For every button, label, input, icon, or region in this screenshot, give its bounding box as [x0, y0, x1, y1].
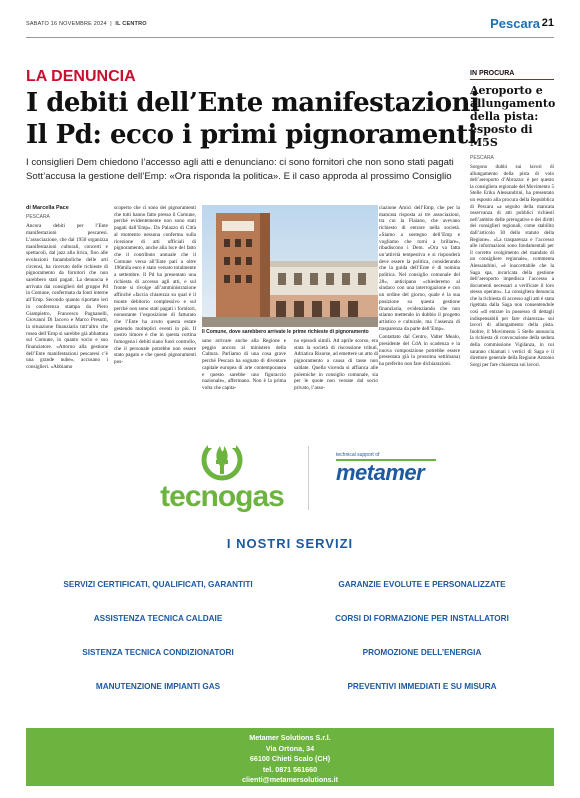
service-item: PREVENTIVI IMMEDIATI E SU MISURA — [347, 682, 497, 691]
support-label: technical support of — [336, 452, 380, 458]
services-title: I NOSTRI SERVIZI — [226, 536, 354, 551]
sidebar-label: IN PROCURA — [470, 70, 554, 80]
article-column-2: scoperto che ci sono dei pignoramenti che tutti hanno fatto presso il Comune, perché evidentemente non sono stati pagati dall’Emp». Da Palazzo di Città al momento nessuna conferma sulla ricezione di atti ufficiali di pignoramento, anche alla luce del fatto che il contributo annuale che il Comune versa all’Ente pari a oltre 196mila euro è stato versato totalmente a settembre. Il Pd ha presentato una richiesta di accesso agli atti, e sul fronte si rivolge all’amministrazione affinché «faccia chiarezza su qual è il monte debitorio complessivo e sul perché non sono stati pagati i fornitori, nonostante l’esposizione di fatturato che l’Ente ha avuto questa estate gestendo molteplici eventi in più. Il nostro timore è che in questa cortina fumogena i debiti siano fuori controllo, che il personale potrebbe non essere stato pagato e che questi pignoramenti pos- — [114, 205, 196, 366]
headline-line-1: I debiti dell’Ente manifestazioni — [26, 88, 480, 118]
service-item: CORSI DI FORMAZIONE PER INSTALLATORI — [335, 614, 509, 623]
column-6-text: Contattato dal Centro, Valter Mealo, presidente del CdA in scadenza e la nuova composizione potrebbe essere presentata già la prossima settimana) ha preferito non fare dichiarazioni. — [379, 334, 460, 368]
company-phone: tel. 0871 561660 — [262, 764, 318, 774]
article-column-4: no episodi simili. Ad aprile scorso, era stata la società di riscossione tributi, Adriatica Risorse, ad emettere un atto di pignoramento a causa di tasse non saldate. Quella vicenda si affianca alle polemiche in consiglio comunale, sia per le quote non versate dal socio privato, l’asso- — [294, 338, 378, 391]
city-hall-photo — [202, 205, 378, 327]
photo-caption: Il Comune, dove sarebbero arrivate le prime richieste di pignoramento — [202, 329, 369, 335]
sidebar-location: PESCARA — [470, 155, 494, 161]
column-1-text: Ancora debiti per l’Ente manifestazioni pescaresi. L’associazione, che dal 1950 organizza manifestazioni culturali, concerti e spettacoli, dal jazz alla lirica, fino alle evoluzioni funamboliche delle arti circensi, ha ricevuto delle richieste di pignoramento da fornitori che non sarebbero stati pagati. La denuncia è arrivata dai consiglieri del gruppo Pd in Comune, confermata da fonti interne all’Emp. Secondo quanto riportato ieri in conferenza stampa da Piero Giampietro, Francesco Pagnanelli, Giovanni Di Iacovo e Marco Presutti, la situazione finanziaria tutt’altro che rosea dell’Emp si sarebbe già abbattuta sul Comune, in quanto socio e suo finanziatore. «Attorno alla gestione dell’Ente manifestazioni pescaresi c’è una grande nube», accusano i consiglieri. «Abbiamo — [26, 223, 108, 371]
article-column-1 — [26, 205, 108, 371]
logo-divider — [308, 446, 309, 510]
company-name: Metamer Solutions S.r.l. — [249, 733, 331, 742]
service-item: SERVIZI CERTIFICATI, QUALIFICATI, GARANTITI — [63, 580, 253, 589]
company-city: 66100 Chieti Scalo (CH) — [249, 754, 331, 763]
article-body — [26, 205, 460, 391]
service-item: ASSISTENZA TECNICA CALDAIE — [93, 614, 223, 623]
article-kicker: LA DENUNCIA — [26, 68, 136, 85]
column-5-text: ciazione Amici dell’Emp, che per la mancata risposta ai tre associazioni, tra cui la Flaiano, che avevano richiesto di entrare nella società. «Siamo a sostegno dell’Emp e vogliamo che torni a brillare», ribadiscono i Dem. «Ora va fatta un’attività tempestiva e si risponderà deve essere la politica, considerando che la guida dell’Ente è di nomina politica. Nel consiglio comunale del 28», anticipano «chiederemo al sindaco con una interrogazione e con un ordine del giorno, quale è la sua posizione su questa gestione finanziaria, evidenziando che non stiamo mettendo in dubbio il progetto artistico e culturale, ma l’assenza di trasparenza da parte dell’Emp». — [379, 205, 460, 332]
advertisement — [26, 432, 554, 788]
ad-contact-footer — [26, 728, 554, 786]
page-header — [26, 12, 554, 38]
tecnogas-logo — [142, 440, 302, 520]
ad-logos — [26, 432, 554, 536]
service-item: GARANZIE EVOLUTE E PERSONALIZZATE — [338, 580, 506, 589]
page-number: 21 — [541, 17, 554, 29]
sidebar-article — [470, 70, 554, 369]
brand-name: tecnogas — [160, 480, 284, 513]
issue-date: SABATO 16 NOVEMBRE 2024 — [26, 21, 107, 27]
byline: di Marcella Pace — [26, 205, 69, 211]
below-photo-columns — [202, 338, 378, 391]
service-item: PROMOZIONE DELL’ENERGIA — [362, 648, 482, 657]
dateline: SABATO 16 NOVEMBRE 2024 | IL CENTRO — [26, 21, 147, 27]
subhead-line-2: Sott’accusa la gestione dell’Emp: «Ora risponda la politica». E il caso approda al prossimo Consiglio — [26, 171, 452, 182]
flame-icon — [142, 440, 302, 482]
company-address: Via Ortona, 34 — [265, 743, 315, 753]
subhead-line-1: I consiglieri Dem chiedono l’accesso agli atti e denunciano: ci sono fornitori che non sono stati pagati — [26, 157, 454, 168]
partner-name: metamer — [336, 460, 425, 485]
headline-line-2: Il Pd: ecco i primi pignoramenti — [26, 120, 478, 150]
sidebar-title: Aeroporto e allungamento della pista: esposto di M5S — [470, 84, 556, 149]
city-hall-illustration — [202, 205, 378, 327]
service-item: MANUTENZIONE IMPIANTI GAS — [95, 682, 221, 691]
paper-name: IL CENTRO — [115, 21, 147, 27]
article-header — [26, 68, 480, 183]
company-email[interactable]: clienti@metamersolutions.it — [241, 775, 339, 784]
service-item: SISTENZA TECNICA CONDIZIONATORI — [82, 648, 234, 657]
section-city: Pescara — [490, 16, 540, 31]
article-column-3: sano arrivare anche alla Regione e peggio ancora al ministero della Cultura. Parliamo di una cosa grave perché Pescara ha sognato di diventare capitale europea di arte contemporanea e questo sarebbe uno figuraccio nazionale», affermano. Non è la prima volta che capita- — [202, 338, 286, 391]
article-column-5 — [379, 205, 460, 368]
article-location: PESCARA — [26, 213, 50, 220]
sidebar-text: Sorgono dubbi sui lavori di allungamento della pista di volo dell’aeroporto d’Abruzzo: è per questo la consigliera regionale del Movimento 5 Stelle Erika Alessandrini, ha presentato un esposto alla procura della Repubblica di Pescara «a seguito della mancata osservanza di atti pubblici richiesti nell’ambito delle prerogative e dei diritti dei consiglieri regionali, come stabilito dall’articolo 30 dello statuto della Regione». «La trasparenza e l’accesso alle informazioni sono fondamentali per il corretto svolgimento del mandato di un consigliere regionale», commenta Alessandrini, «è inaccettabile che la Saga spa, incaricata della gestione dell’aeroporto impedisca l’accesso a documenti necessari a verificare il loro stesso operato». La consigliera denuncia che la richiesta di accesso agli atti è stata rigettata dalla Saga non consentendole così «di entrare in possesso di dettagli indispensabili per fare chiarezza» sui lavori di allungamento della pista. Inoltre, il Movimento 5 Stelle annuncia la richiesta di convocazione della seduta della commissione Vigilanza, in cui saranno chiamati i vertici di Saga e il direttore generale della Regione Antonio Sorgi per fare chiarezza sui lavori. — [470, 164, 554, 368]
